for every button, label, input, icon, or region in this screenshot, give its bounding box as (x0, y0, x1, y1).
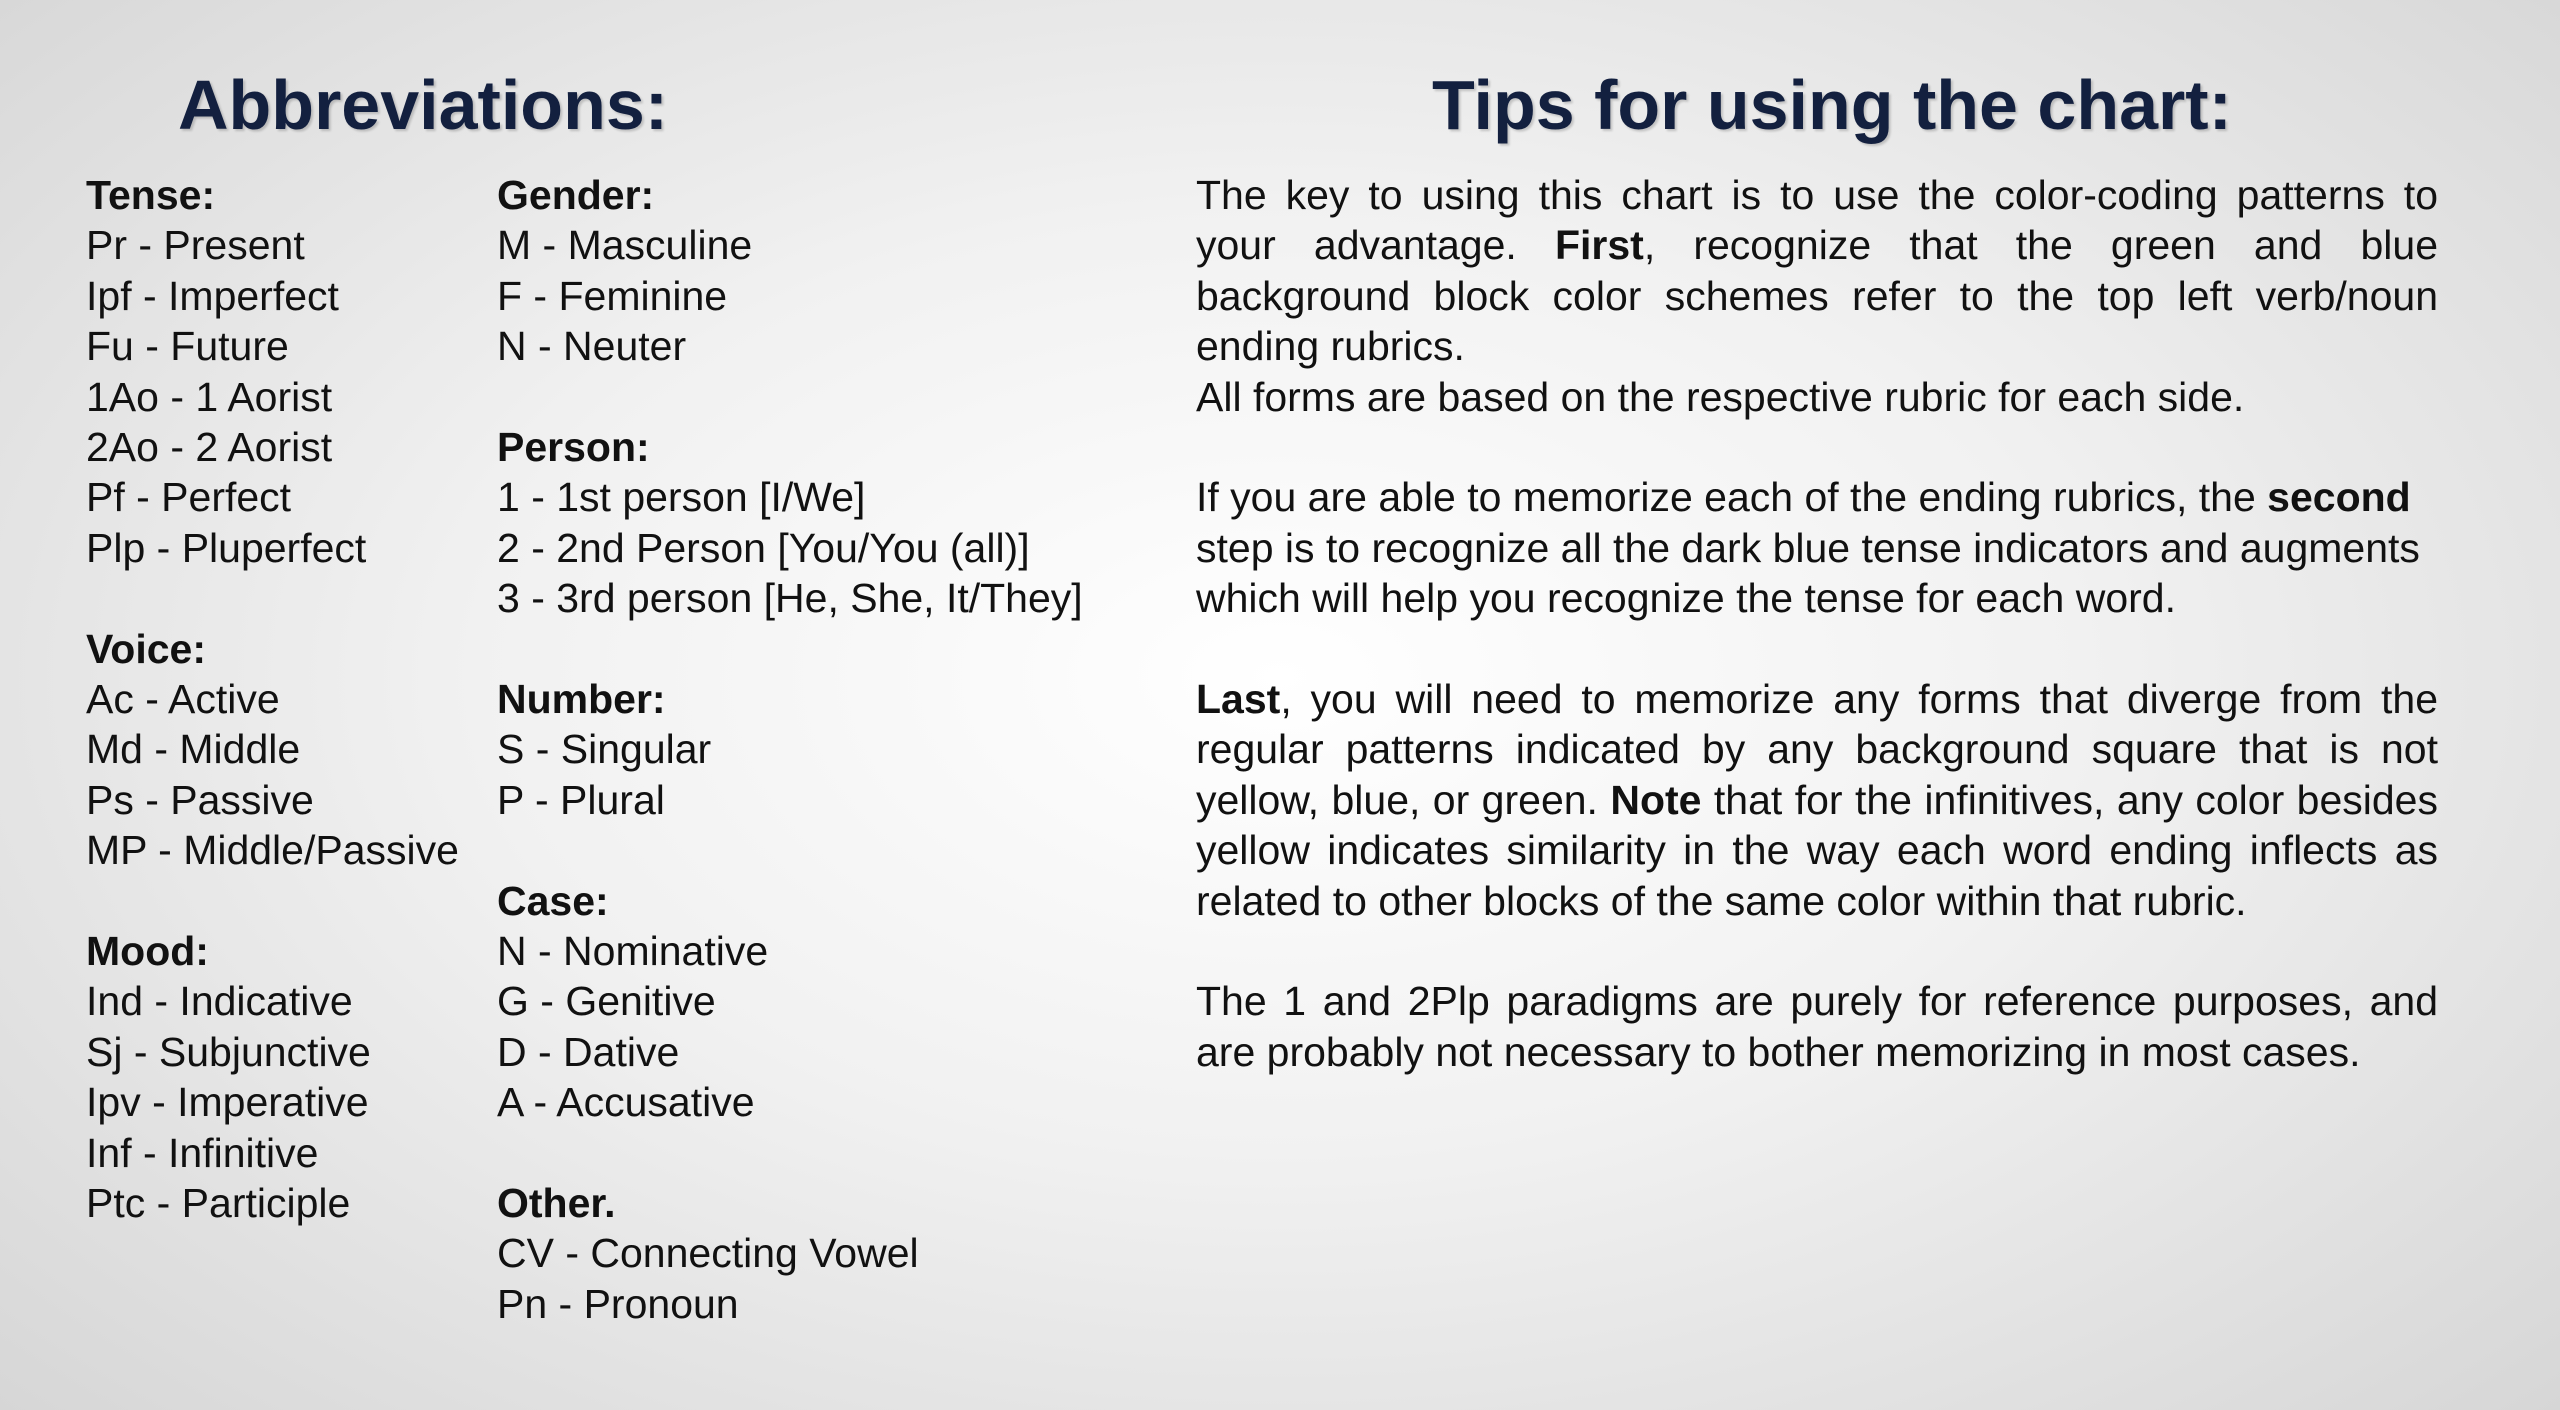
left_column-group (86, 624, 459, 876)
abbreviation-entry: 2Ao - 2 Aorist (86, 424, 333, 471)
abbreviation-group-title: Gender: (497, 172, 655, 218)
abbreviation-entry: 2 - 2nd Person [You/You (all)] (497, 524, 1030, 571)
tips-p3-bold-last: Last (1196, 676, 1281, 723)
abbreviation-entry: Ptc - Participle (86, 1180, 351, 1227)
abbreviation-entry: S - Singular (497, 726, 712, 773)
left_column-group (86, 170, 459, 573)
abbreviation-entry: N - Nominative (497, 928, 769, 975)
right_column-group (497, 876, 1083, 1128)
abbreviation-group-title: Voice: (86, 625, 206, 672)
tips-p2-text-b: step is to recognize all the dark blue tense indicators and augments (1196, 524, 2420, 571)
tips-paragraph-2 (1196, 472, 2438, 623)
right_column-group (497, 422, 1083, 624)
abbreviation-entry: D - Dative (497, 1028, 680, 1075)
abbreviation-entry: 3 - 3rd person [He, She, It/They] (497, 575, 1083, 622)
abbreviation-entry: F - Feminine (497, 272, 728, 319)
tips-body (1196, 170, 2438, 1077)
right_column-group (497, 674, 1083, 825)
abbreviation-entry: N - Neuter (497, 323, 687, 370)
tips-heading: Tips for using the chart: (1432, 66, 2232, 144)
abbreviations-right-column (497, 170, 1083, 1329)
abbreviation-entry: Ipv - Imperative (86, 1079, 369, 1126)
abbreviation-entry: M - Masculine (497, 222, 753, 269)
abbreviation-entry: P - Plural (497, 776, 665, 823)
abbreviation-group-title: Mood: (86, 928, 209, 975)
abbreviation-entry: A - Accusative (497, 1079, 755, 1126)
abbreviation-entry: Md - Middle (86, 726, 301, 773)
abbreviation-group-title: Number: (497, 676, 666, 723)
abbreviation-entry: Pr - Present (86, 222, 305, 269)
tips-p2-bold: second (2267, 474, 2411, 521)
abbreviation-entry: 1 - 1st person [I/We] (497, 474, 866, 521)
tips-p2-text-c: which will help you recognize the tense for each word. (1196, 575, 2176, 622)
abbreviations-heading: Abbreviations: (178, 66, 669, 144)
abbreviation-entry: Pf - Perfect (86, 474, 292, 521)
tips-paragraph-1 (1196, 170, 2438, 422)
abbreviation-entry: Ipf - Imperfect (86, 272, 339, 319)
abbreviation-entry: Ind - Indicative (86, 978, 353, 1025)
abbreviation-entry: Inf - Infinitive (86, 1129, 319, 1176)
abbreviation-group-title: Tense: (86, 172, 216, 218)
abbreviation-group-title: Other. (497, 1180, 616, 1227)
tips-p1-text-a: The key to using this chart is to use the color-coding patterns to your advantage. (1196, 172, 2438, 269)
abbreviation-group-title: Person: (497, 424, 650, 471)
abbreviation-entry: Fu - Future (86, 323, 289, 370)
abbreviation-entry: 1Ao - 1 Aorist (86, 373, 333, 420)
left_column-group (86, 926, 459, 1228)
right_column-group (497, 170, 1083, 372)
abbreviation-entry: Ps - Passive (86, 776, 314, 823)
tips-paragraph-3 (1196, 674, 2438, 926)
abbreviations-left-column (86, 170, 459, 1229)
abbreviation-group-title: Case: (497, 877, 609, 924)
tips-p4-text-a: The 1 and 2Plp paradigms are purely for reference purposes, and are probably not necessary to bother memorizing in most cases. (1196, 978, 2438, 1075)
tips-p1-text-b: , recognize that the green and blue background block color schemes refer to the top left verb/noun ending rubrics. (1196, 222, 2438, 370)
tips-p2-text-a: If you are able to memorize each of the ending rubrics, the (1196, 474, 2256, 521)
tips-paragraph-4 (1196, 976, 2438, 1077)
tips-p3-text-b: that for the infinitives, any color besides yellow indicates similarity in the way each word ending inflects as related to other blocks of the same color within that rubric. (1196, 776, 2438, 924)
abbreviation-entry: MP - Middle/Passive (86, 827, 459, 874)
tips-p1-bold: First (1554, 222, 1644, 269)
tips-p1-text-c: All forms are based on the respective rubric for each side. (1196, 373, 2245, 420)
abbreviation-entry: G - Genitive (497, 978, 716, 1025)
abbreviation-entry: CV - Connecting Vowel (497, 1230, 919, 1277)
abbreviation-entry: Plp - Pluperfect (86, 524, 367, 571)
abbreviation-entry: Pn - Pronoun (497, 1280, 739, 1327)
abbreviation-entry: Ac - Active (86, 676, 280, 723)
tips-p3-bold-note: Note (1610, 776, 1702, 823)
abbreviation-entry: Sj - Subjunctive (86, 1028, 371, 1075)
tips-p3-text-a: , you will need to memorize any forms that diverge from the regular patterns indicated by any background square that is not yellow, blue, or green. (1196, 676, 2438, 823)
right_column-group (497, 1178, 1083, 1329)
